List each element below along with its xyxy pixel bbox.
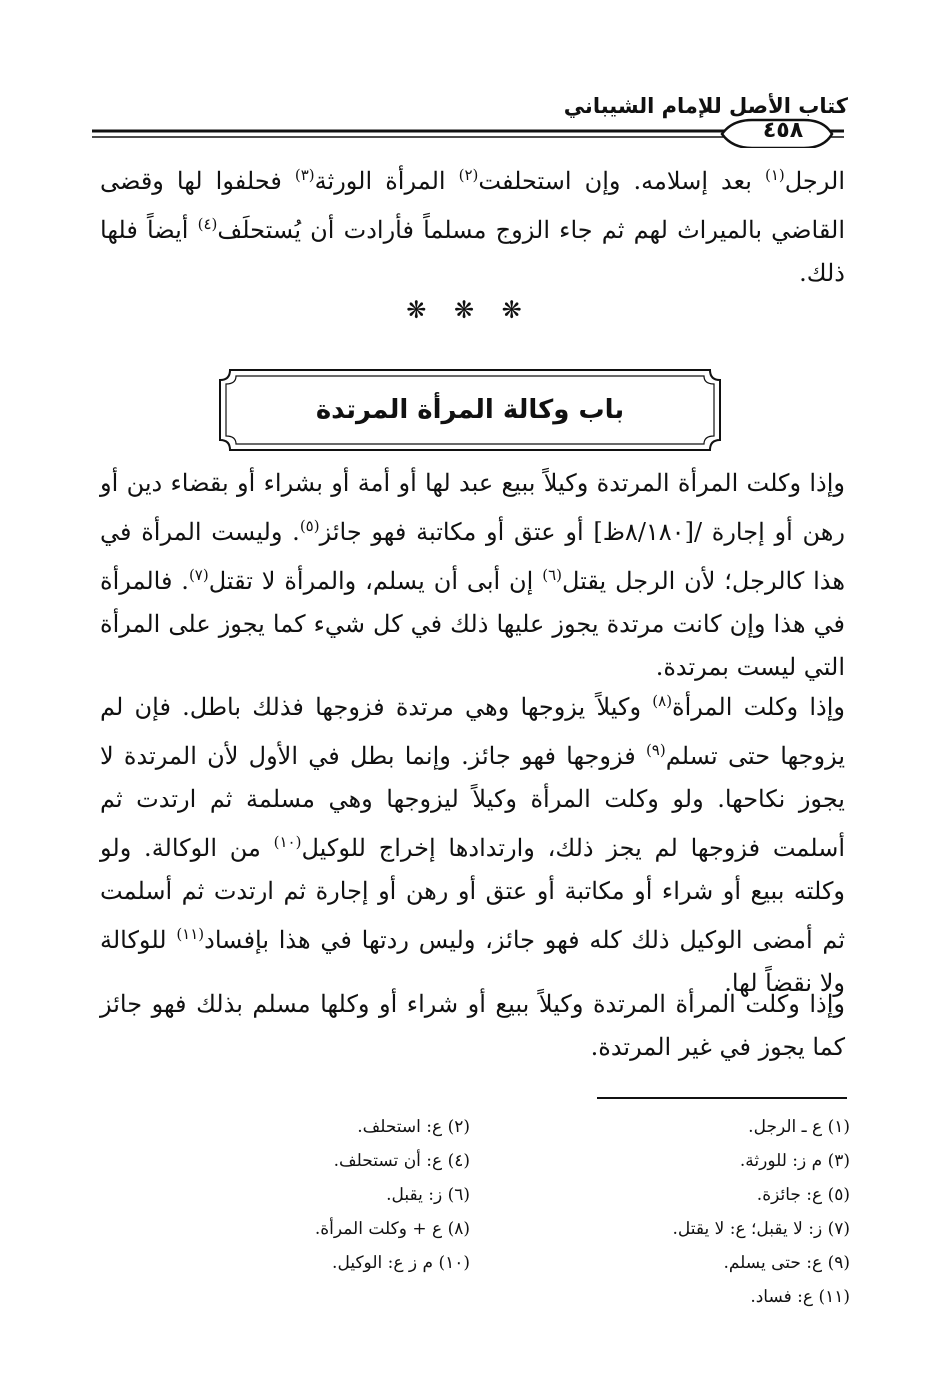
body-paragraph-2 <box>100 462 845 689</box>
footnote-marker: (٧) <box>188 566 209 584</box>
paragraph-text: للوكالة ولا نقضاً لها. <box>100 926 845 997</box>
paragraph-text: من الوكالة. ولو وكلته ببيع أو شراء أو مكاتبة أو عتق أو رهن أو إجارة ثم ارتدت ثم أسلمت ثم أمضى الوكيل ذلك كله فهو جائز، وليس ردتها في هذا بإفساد <box>100 834 845 954</box>
header-rule <box>92 118 844 148</box>
paragraph-text: إن أبى أن يسلم، والمرأة لا تقتل <box>208 567 543 595</box>
footnote-item: (٨) ع + وكلت المرأة. <box>314 1219 470 1239</box>
footnote-item: (١١) ع: فساد. <box>750 1287 850 1307</box>
footnote-item: (٩) ع: حتى يسلم. <box>723 1253 850 1273</box>
paragraph-text: . وليست المرأة في هذا كالرجل؛ لأن الرجل يقتل <box>100 518 846 595</box>
paragraph-text: أيضاً فلها ذلك. <box>100 216 845 287</box>
footnote-marker: (٣) <box>294 166 315 184</box>
footnote-marker: (٨) <box>652 692 673 710</box>
footnote-divider <box>597 1097 847 1099</box>
footnote-item: (٥) ع: جائزة. <box>756 1185 850 1205</box>
footnote-marker: (٤) <box>197 215 218 233</box>
body-paragraph-3 <box>100 680 845 1005</box>
paragraph-text: المرأة الورثة <box>314 167 459 195</box>
running-header-title: كتاب الأصل للإمام الشيباني <box>563 94 848 118</box>
paragraph-text: فحلفوا لها وقضى القاضي بالميراث لهم ثم جاء الزوج مسلماً فأرادت أن يُستحلَف <box>100 167 845 244</box>
footnote-marker: (٩) <box>645 741 666 759</box>
footnote-item: (٤) ع: أن تستحلف. <box>333 1151 470 1171</box>
footnote-item: (٢) ع: استحلف. <box>357 1117 470 1137</box>
body-paragraph-4 <box>100 983 845 1069</box>
footnote-marker: (٥) <box>299 517 320 535</box>
footnote-marker: (٢) <box>458 166 479 184</box>
paragraph-text: وكيلاً يزوجها وهي مرتدة فزوجها فذلك باطل. فإن لم يزوجها حتى تسلم <box>100 693 845 770</box>
chapter-title: باب وكالة المرأة المرتدة <box>315 395 625 425</box>
footnote-item: (١٠) م ز ع: الوكيل. <box>332 1253 470 1273</box>
footnote-marker: (٦) <box>542 566 562 584</box>
paragraph-text: وإذا وكلت المرأة <box>672 693 845 721</box>
footnote-item: (٧) ز: لا يقبل؛ ع: لا يقتل. <box>672 1219 850 1239</box>
paragraph-text: الرجل <box>784 167 845 195</box>
footnote-marker: (١٠) <box>273 833 302 851</box>
paragraph-text: وإذا وكلت المرأة المرتدة وكيلاً ببيع أو شراء أو وكلها مسلم بذلك فهو جائز كما يجوز في غير المرتدة. <box>100 990 845 1061</box>
footnote-item: (٦) ز: يقبل. <box>386 1185 470 1205</box>
paragraph-text: . فالمرأة في هذا وإن كانت مرتدة يجوز عليها ذلك في كل شيء كما يجوز على المرأة التي ليست بمرتدة. <box>100 567 845 681</box>
footnote-marker: (١١) <box>176 925 205 943</box>
footnotes-odd <box>520 1110 850 1314</box>
footnote-item: (٣) م ز: للورثة. <box>739 1151 850 1171</box>
paragraph-text: وإذا وكلت المرأة المرتدة وكيلاً ببيع عبد لها أو أمة أو بشراء أو بقضاء دين أو رهن أو إجارة /[٨/١٨٠ظ] أو عتق أو مكاتبة فهو جائز <box>100 469 846 546</box>
footnote-marker: (١) <box>764 166 785 184</box>
page-number: ٤٥٨ <box>762 118 804 143</box>
footnotes-even <box>140 1110 470 1280</box>
section-separator: ❋ ❋ ❋ <box>406 296 532 324</box>
paragraph-text: فزوجها فهو جائز. وإنما بطل في الأول لأن المرتدة لا يجوز نكاحها. ولو وكلت المرأة وكيلاً ليزوجها وهي مسلمة ثم ارتدت ثم أسلمت فزوجها لم يجز ذلك، وارتدادها إخراج للوكيل <box>100 742 846 862</box>
footnote-item: (١) ع ـ الرجل. <box>748 1117 850 1137</box>
body-paragraph-1 <box>100 154 845 295</box>
paragraph-text: بعد إسلامه. وإن استحلفت <box>478 167 765 195</box>
